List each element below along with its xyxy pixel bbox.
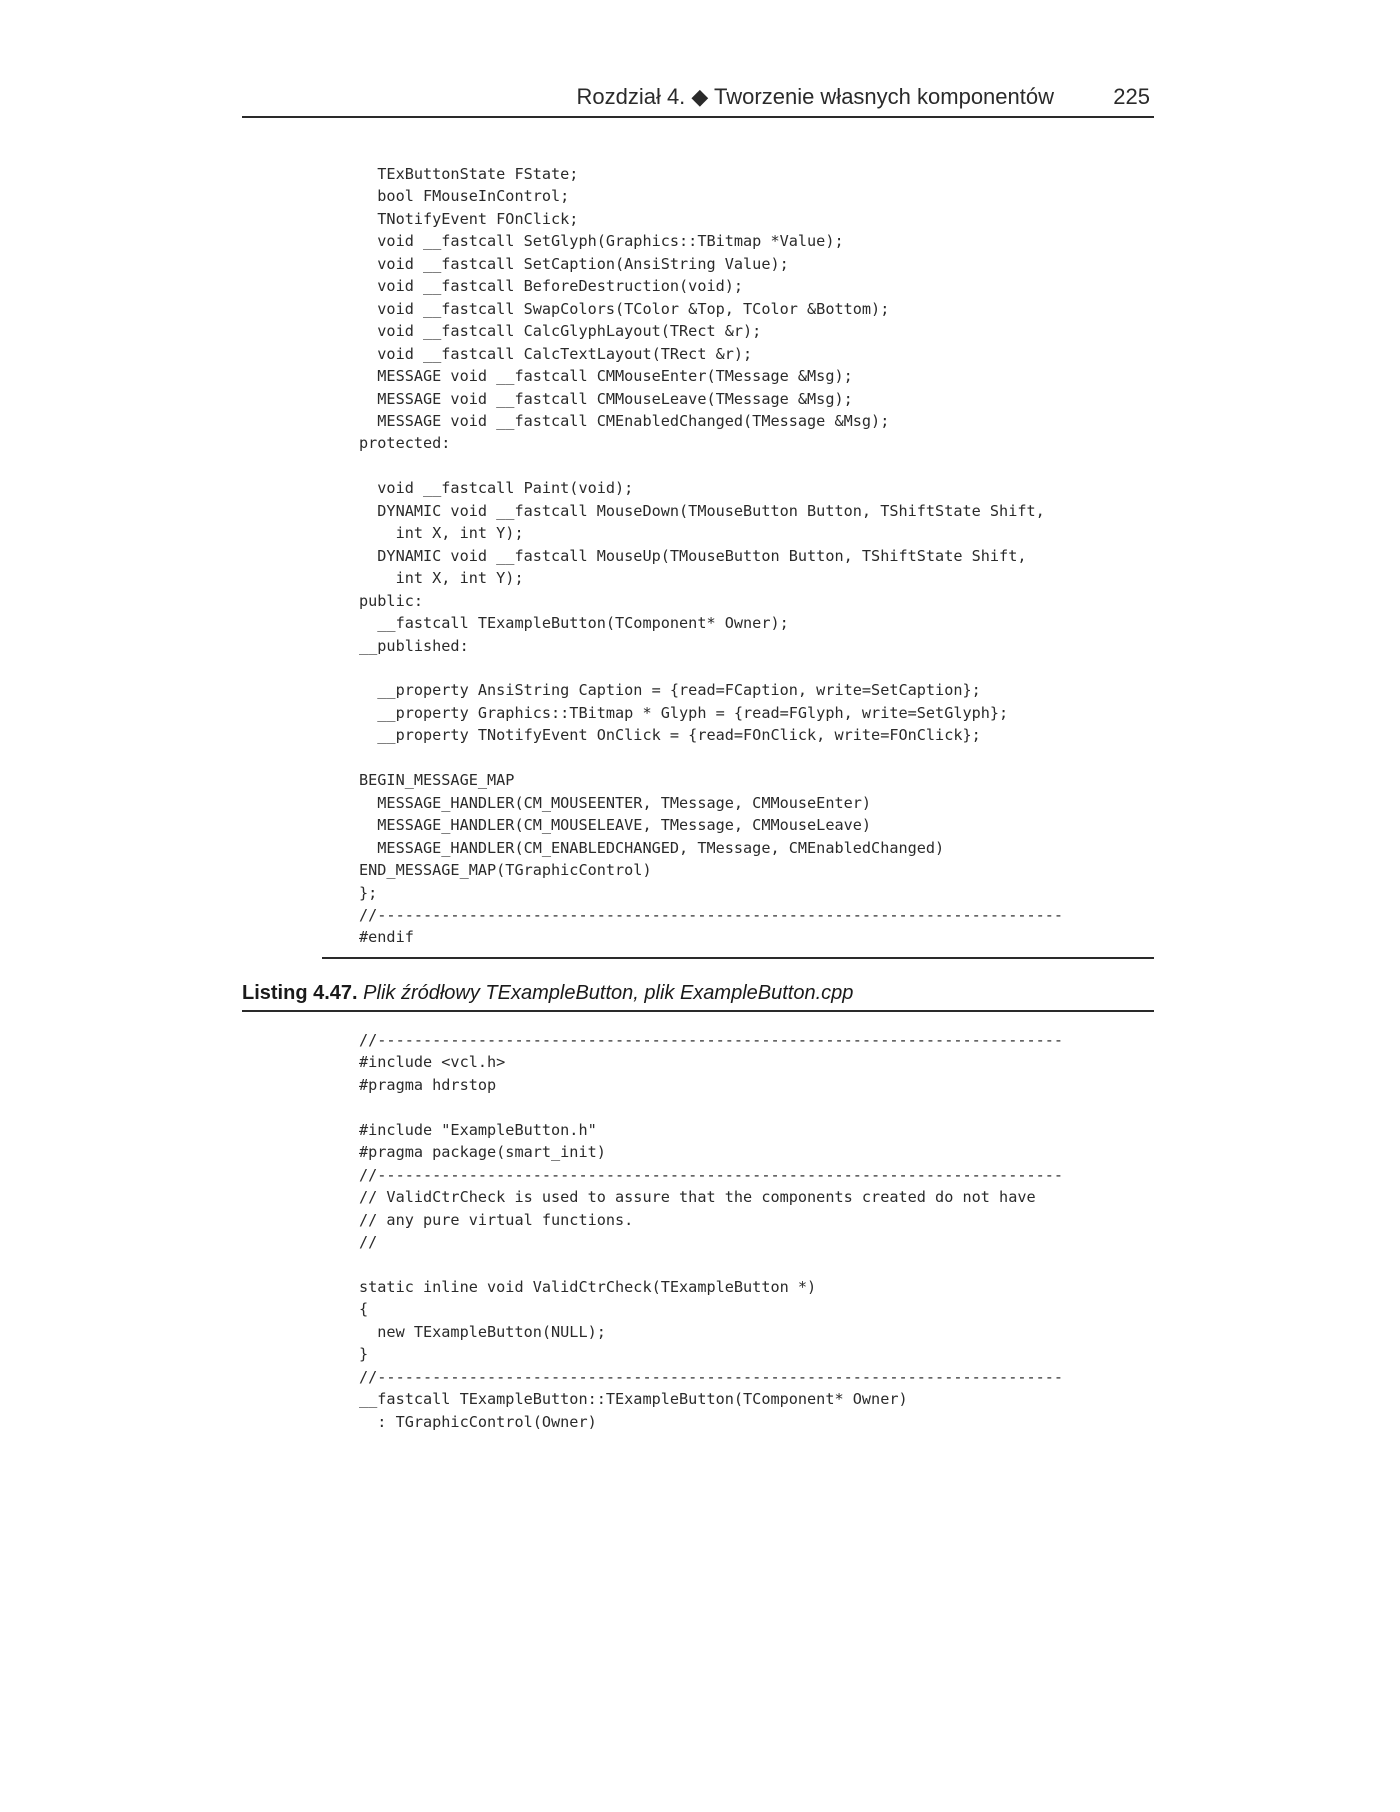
running-header — [242, 82, 1154, 118]
chapter-title: Rozdział 4. ◆ Tworzenie własnych komponentów — [576, 84, 1054, 109]
listing-divider — [322, 957, 1154, 959]
page-number: 225 — [1113, 84, 1150, 109]
listing-title: Plik źródłowy TExampleButton, plik ExampleButton.cpp — [363, 982, 854, 1004]
listing-caption-rule — [242, 1010, 1154, 1012]
code-listing-header-continuation: TExButtonState FState; bool FMouseInControl; TNotifyEvent FOnClick; void __fastcall SetGlyph(Graphics::TBitmap *Value); void __fastcall SetCaption(AnsiString Value); void __fastcall BeforeDestruction(void); void __fastcall SwapColors(TColor &Top, TColor &Bottom); void __fastcall CalcGlyphLayout(TRect &r); void __fastcall CalcTextLayout(TRect &r); MESSAGE void __fastcall CMMouseEnter(TMessage &Msg); MESSAGE void __fastcall CMMouseLeave(TMessage &Msg); MESSAGE void __fastcall CMEnabledChanged(TMessage &Msg); protected: void __fastcall Paint(void); DYNAMIC void __fastcall MouseDown(TMouseButton Button, TShiftState Shift, int X, int Y); DYNAMIC void __fastcall MouseUp(TMouseButton Button, TShiftState Shift, int X, int Y); public: __fastcall TExampleButton(TComponent* Owner); __published: __property AnsiString Caption = {read=FCaption, write=SetCaption}; __property Graphics::TBitmap * Glyph = {read=FGlyph, write=SetGlyph}; __property TNotifyEvent OnClick = {read=FOnClick, write=FOnClick}; BEGIN_MESSAGE_MAP MESSAGE_HANDLER(CM_MOUSEENTER, TMessage, CMMouseEnter) MESSAGE_HANDLER(CM_MOUSELEAVE, TMessage, CMMouseLeave) MESSAGE_HANDLER(CM_ENABLEDCHANGED, TMessage, CMEnabledChanged) END_MESSAGE_MAP(TGraphicControl) }; //--------------------------------------------------------------------------- #endif — [359, 165, 1064, 947]
code-listing-source: //--------------------------------------------------------------------------- #include <vcl.h> #pragma hdrstop #include "ExampleButton.h" #pragma package(smart_init) //--------------------------------------------------------------------------- // ValidCtrCheck is used to assure that the components created do not have // any pure virtual functions. // static inline void ValidCtrCheck(TExampleButton *) { new TExampleButton(NULL); } //--------------------------------------------------------------------------- __fastcall TExampleButton::TExampleButton(TComponent* Owner) : TGraphicControl(Owner) — [359, 1031, 1064, 1431]
listing-caption — [242, 980, 853, 1006]
listing-label: Listing 4.47. — [242, 982, 358, 1004]
